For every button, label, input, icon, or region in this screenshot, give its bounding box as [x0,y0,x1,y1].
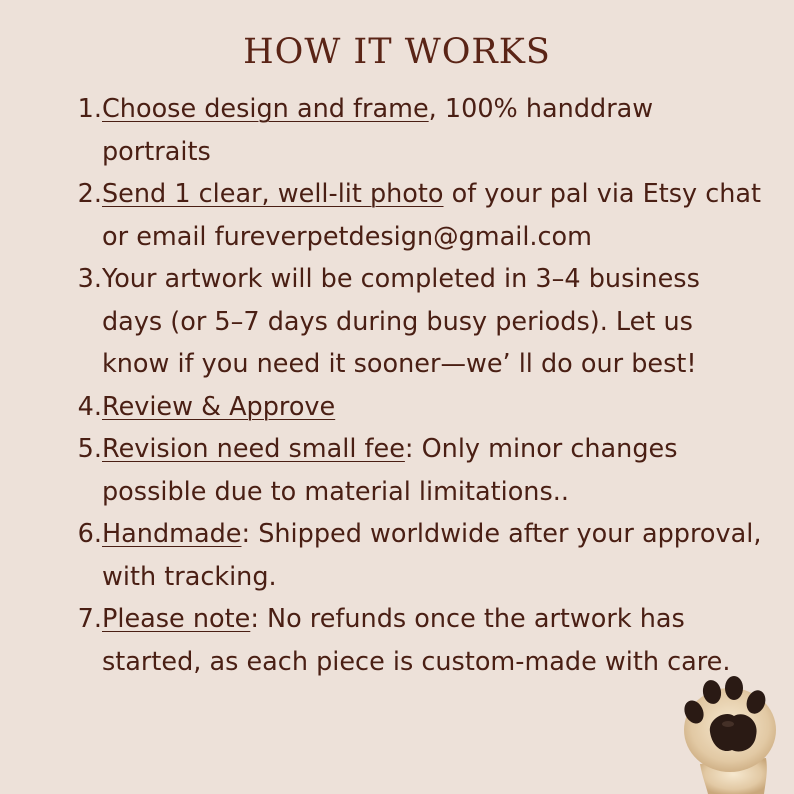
step-detail: of your pal via Etsy chat or email fureverpetdesign@gmail.com [102,179,762,252]
step-number: 4. [77,391,102,422]
step-item [74,428,764,513]
step-highlight: Send 1 clear, well-lit photo [102,179,444,209]
step-highlight: Choose design and frame [102,94,429,124]
page-title: HOW IT WORKS [243,32,551,72]
step-highlight: Please note [102,604,251,634]
step-number: 2. [77,179,102,209]
step-item [74,513,764,598]
step-text [102,598,764,683]
step-number: 6. [77,519,102,549]
step-detail: : Only minor changes possible due to material limitations.. [102,434,678,507]
paw-icon [672,668,782,794]
step-text [102,88,764,173]
step-text [102,513,764,598]
step-detail: : No refunds once the artwork has started, as each piece is custom-made with care. [102,604,731,677]
step-number: 1. [77,94,102,124]
step-item [74,88,764,173]
step-item [74,173,764,258]
steps-list [74,88,764,683]
step-number: 7. [77,604,102,634]
step-detail: : Shipped worldwide after your approval, with tracking. [102,519,762,592]
step-text [102,428,764,513]
step-detail: , 100% handdraw portraits [102,94,654,167]
step-number: 5. [77,434,102,464]
step-text [102,386,764,429]
step-highlight: Handmade [102,519,242,549]
step-item [74,386,764,429]
step-number: 3. [77,264,102,294]
step-text [102,258,764,386]
step-item [74,258,764,386]
step-text [102,173,764,258]
step-highlight: Review & Approve [102,391,336,422]
step-item [74,598,764,683]
step-detail: Your artwork will be completed in 3–4 business days (or 5–7 days during busy periods). Let us know if you need it sooner—we’ ll do our best! [102,264,700,379]
step-highlight: Revision need small fee [102,434,405,464]
